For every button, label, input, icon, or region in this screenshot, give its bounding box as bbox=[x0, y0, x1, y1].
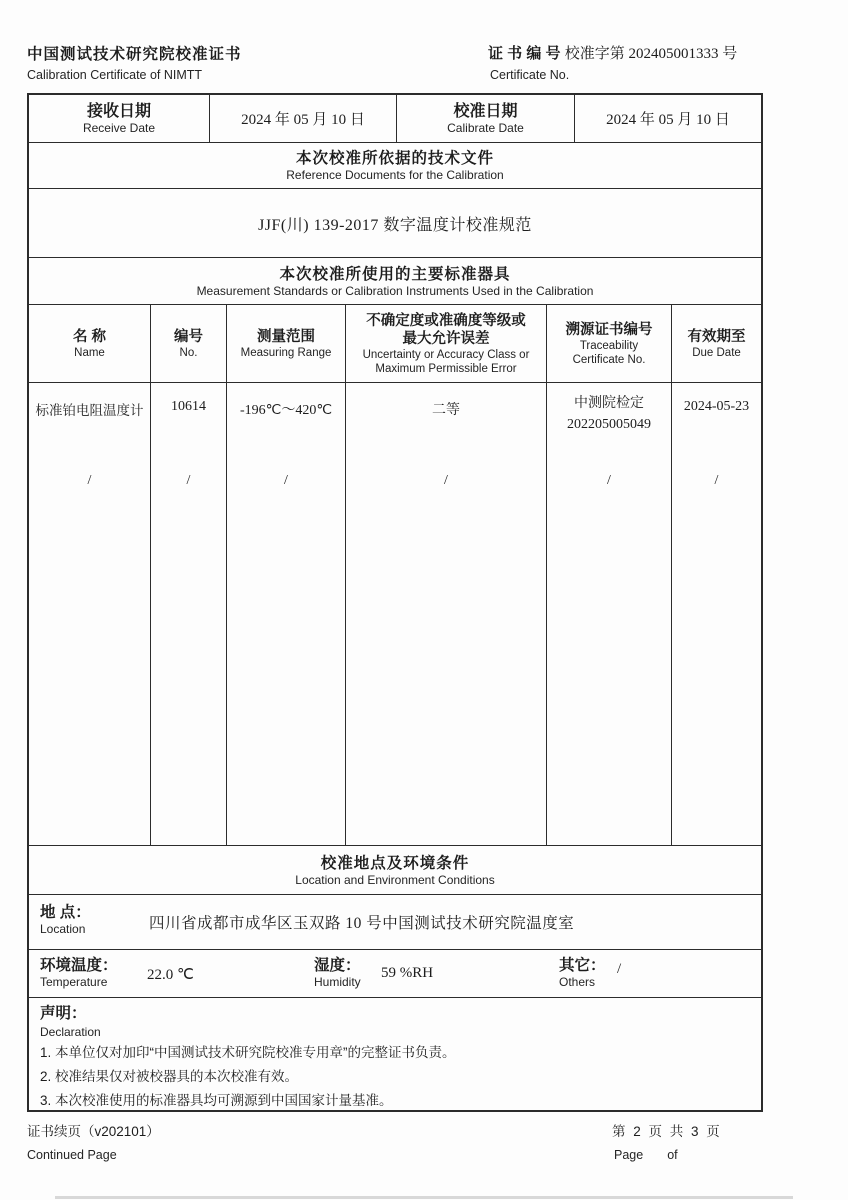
humidity-label-zh: 湿度： bbox=[314, 957, 361, 974]
location-header-cell bbox=[29, 846, 761, 894]
location-row bbox=[29, 894, 761, 949]
instrument-name: 标准铂电阻温度计 bbox=[35, 403, 144, 418]
footer-page-zh: 第 2 页 共 3 页 bbox=[612, 1124, 722, 1139]
body-cell-name bbox=[29, 383, 151, 845]
reference-document-cell bbox=[29, 189, 761, 257]
column-no-zh: 编号 bbox=[174, 328, 203, 345]
calibrate-date-label-en: Calibrate Date bbox=[447, 121, 524, 135]
location-label-en: Location bbox=[40, 922, 86, 936]
humidity-value: 59 %RH bbox=[381, 965, 434, 981]
calibrate-date-label-cell bbox=[397, 95, 575, 142]
dates-row bbox=[29, 95, 761, 142]
body-cell-no bbox=[151, 383, 227, 845]
certificate-number-label-en: Certificate No. bbox=[490, 68, 570, 82]
declaration-label-zh: 声明： bbox=[40, 1005, 87, 1022]
traceability-row2: / bbox=[607, 473, 611, 488]
body-cell-traceability bbox=[547, 383, 672, 845]
certificate-number-line bbox=[488, 42, 737, 63]
others-label bbox=[559, 953, 606, 989]
others-value: / bbox=[617, 961, 622, 977]
column-header-name bbox=[29, 305, 151, 382]
environment-row bbox=[29, 949, 761, 997]
column-uncertainty-en: Uncertainty or Accuracy Class or Maximum Permissible Error bbox=[362, 348, 530, 375]
reference-document-row bbox=[29, 188, 761, 257]
declaration-row bbox=[29, 997, 761, 1110]
traceability-line1: 中测院检定 bbox=[574, 396, 644, 411]
column-uncertainty-zh2: 最大允许误差 bbox=[402, 330, 490, 347]
receive-date-label-en: Receive Date bbox=[82, 121, 156, 135]
calibrate-date-label-zh: 校准日期 bbox=[453, 103, 518, 120]
footer-of-word: of bbox=[667, 1148, 678, 1162]
location-header-zh: 校准地点及环境条件 bbox=[320, 854, 470, 872]
column-name-en: Name bbox=[74, 346, 105, 359]
humidity-label bbox=[314, 953, 361, 989]
humidity-label-en: Humidity bbox=[314, 975, 361, 989]
declaration-item-2: 2. 校准结果仅对被校器具的本次校准有效。 bbox=[40, 1069, 299, 1084]
others-label-en: Others bbox=[559, 975, 596, 989]
due-date: 2024-05-23 bbox=[683, 399, 750, 414]
standards-header-en: Measurement Standards or Calibration Instruments Used in the Calibration bbox=[196, 283, 594, 298]
instrument-name-row2: / bbox=[87, 473, 92, 488]
column-traceability-zh: 溯源证书编号 bbox=[565, 321, 653, 338]
standards-column-header-row bbox=[29, 304, 761, 382]
location-label bbox=[40, 900, 91, 936]
location-header-row bbox=[29, 845, 761, 894]
instrument-no: 10614 bbox=[171, 399, 206, 414]
location-header-en: Location and Environment Conditions bbox=[295, 872, 495, 887]
column-header-uncertainty bbox=[346, 305, 547, 382]
standards-header-cell bbox=[29, 258, 761, 304]
column-uncertainty-zh1: 不确定度或准确度等级或 bbox=[366, 312, 526, 329]
document-title-en: Calibration Certificate of NIMTT bbox=[27, 68, 203, 82]
body-cell-duedate bbox=[672, 383, 761, 845]
temperature-label-zh: 环境温度： bbox=[40, 957, 118, 974]
footer-continued-en: Continued Page bbox=[27, 1148, 117, 1162]
standards-body bbox=[29, 382, 761, 845]
traceability-line2: 202205005049 bbox=[567, 417, 651, 432]
calibrate-date-value-cell bbox=[575, 95, 761, 142]
column-duedate-zh: 有效期至 bbox=[687, 328, 746, 345]
body-cell-uncertainty bbox=[346, 383, 547, 845]
column-range-zh: 测量范围 bbox=[257, 328, 315, 345]
body-cell-range bbox=[227, 383, 346, 845]
document-title-zh: 中国测试技术研究院校准证书 bbox=[27, 46, 242, 63]
instrument-range-row2: / bbox=[284, 473, 288, 488]
reference-header-cell bbox=[29, 143, 761, 188]
receive-date-label-zh: 接收日期 bbox=[86, 103, 151, 120]
declaration-item-3: 3. 本次校准使用的标准器具均可溯源到中国国家计量基准。 bbox=[40, 1093, 393, 1108]
column-no-en: No. bbox=[179, 346, 198, 359]
footer-continued-zh: 证书续页（v202101） bbox=[27, 1124, 160, 1139]
standards-header-row bbox=[29, 257, 761, 304]
column-header-traceability bbox=[547, 305, 672, 382]
standards-header-zh: 本次校准所使用的主要标准器具 bbox=[279, 265, 511, 283]
reference-header-en: Reference Documents for the Calibration bbox=[286, 168, 504, 182]
instrument-class: 二等 bbox=[432, 403, 460, 418]
calibrate-date-value: 2024 年 05 月 10 日 bbox=[606, 112, 730, 128]
temperature-label bbox=[40, 953, 118, 989]
column-traceability-en: Traceability Certificate No. bbox=[572, 339, 646, 366]
certificate-number-label-zh: 证 书 编 号 bbox=[488, 45, 561, 62]
receive-date-label-cell bbox=[29, 95, 210, 142]
column-duedate-en: Due Date bbox=[692, 346, 741, 359]
certificate-number-value: 校准字第 202405001333 号 bbox=[564, 46, 738, 62]
footer-page-en bbox=[614, 1148, 678, 1162]
declaration-item-1: 1. 本单位仅对加印“中国测试技术研究院校准专用章”的完整证书负责。 bbox=[40, 1045, 456, 1060]
footer-page-word: Page bbox=[614, 1148, 644, 1162]
temperature-value: 22.0 ℃ bbox=[147, 967, 194, 983]
reference-header-row bbox=[29, 142, 761, 188]
due-date-row2: / bbox=[714, 473, 719, 488]
location-label-zh: 地 点： bbox=[40, 904, 91, 921]
instrument-class-row2: / bbox=[444, 473, 448, 488]
column-header-duedate bbox=[672, 305, 761, 382]
column-header-range bbox=[227, 305, 346, 382]
column-range-en: Measuring Range bbox=[240, 346, 332, 359]
certificate-table bbox=[27, 93, 763, 1112]
scan-edge-artifact bbox=[55, 1196, 793, 1199]
temperature-label-en: Temperature bbox=[40, 975, 108, 989]
others-label-zh: 其它： bbox=[559, 957, 606, 974]
reference-document-value: JJF(川) 139-2017 数字温度计校准规范 bbox=[258, 216, 532, 234]
instrument-no-row2: / bbox=[186, 473, 191, 488]
column-header-no bbox=[151, 305, 227, 382]
column-name-zh: 名 称 bbox=[72, 328, 107, 345]
declaration-label-en: Declaration bbox=[40, 1025, 101, 1039]
reference-header-zh: 本次校准所依据的技术文件 bbox=[295, 150, 494, 167]
receive-date-value-cell bbox=[210, 95, 397, 142]
instrument-range: -196℃～420℃ bbox=[239, 403, 333, 418]
location-value: 四川省成都市成华区玉双路 10 号中国测试技术研究院温度室 bbox=[149, 915, 575, 932]
receive-date-value: 2024 年 05 月 10 日 bbox=[241, 112, 365, 128]
